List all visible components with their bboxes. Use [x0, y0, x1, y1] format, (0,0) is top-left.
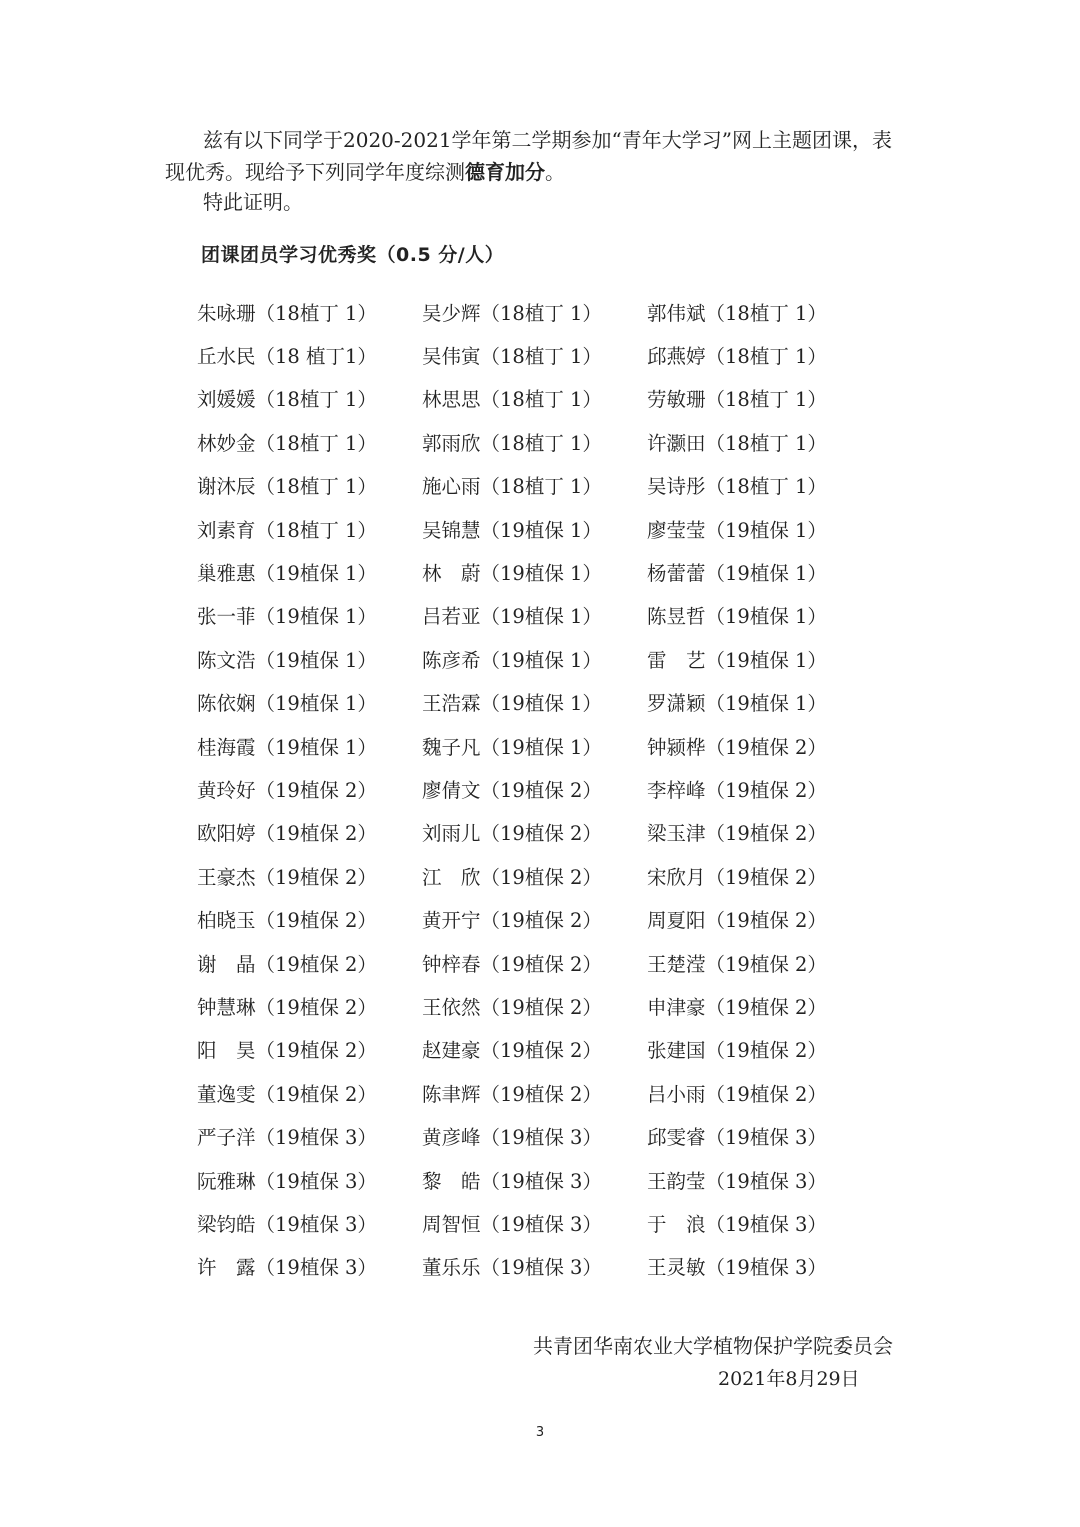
name-entry: 吕小雨（19植保 2） — [647, 1082, 827, 1106]
name-row — [197, 420, 897, 463]
name-entry: 王灵敏（19植保 3） — [647, 1256, 827, 1280]
name-row — [197, 854, 897, 897]
name-row — [197, 550, 897, 593]
name-entry: 宋欣月（19植保 2） — [647, 865, 827, 889]
name-entry: 郭伟斌（18植丁 1） — [647, 301, 827, 325]
name-entry: 王浩霖（19植保 1） — [422, 692, 602, 716]
name-entry: 董逸雯（19植保 2） — [197, 1082, 377, 1106]
name-entry: 谢沐辰（18植丁 1） — [197, 475, 377, 499]
name-entry: 王韵莹（19植保 3） — [647, 1169, 827, 1193]
name-entry: 邱燕婷（18植丁 1） — [647, 345, 827, 369]
name-entry: 柏晓玉（19植保 2） — [197, 909, 377, 933]
name-entry: 廖倩文（19植保 2） — [422, 778, 602, 802]
name-entry: 梁钧皓（19植保 3） — [197, 1212, 377, 1236]
name-row — [197, 594, 897, 637]
name-row — [197, 724, 897, 767]
name-row — [197, 941, 897, 984]
name-entry: 雷 艺（19植保 1） — [647, 648, 827, 672]
name-list-grid — [197, 290, 897, 1288]
signature-organization: 共青团华南农业大学植物保护学院委员会 — [533, 1334, 893, 1358]
intro-line-2-prefix: 现优秀。现给予下列同学年度综测 — [165, 160, 465, 184]
name-row — [197, 984, 897, 1027]
name-entry: 陈依娴（19植保 1） — [197, 692, 377, 716]
name-entry: 谢 晶（19植保 2） — [197, 952, 377, 976]
name-entry: 周夏阳（19植保 2） — [647, 909, 827, 933]
name-row — [197, 1028, 897, 1071]
intro-line-2 — [165, 156, 905, 188]
name-entry: 劳敏珊（18植丁 1） — [647, 388, 827, 412]
name-entry: 申津豪（19植保 2） — [647, 995, 827, 1019]
name-entry: 丘水民（18 植丁1） — [197, 345, 377, 369]
name-row — [197, 507, 897, 550]
intro-line-1: 兹有以下同学于2020-2021学年第二学期参加“青年大学习”网上主题团课，表 — [203, 128, 893, 152]
name-entry: 刘媛媛（18植丁 1） — [197, 388, 377, 412]
name-entry: 梁玉津（19植保 2） — [647, 822, 827, 846]
name-entry: 钟慧琳（19植保 2） — [197, 995, 377, 1019]
name-entry: 赵建豪（19植保 2） — [422, 1039, 602, 1063]
name-entry: 王楚滢（19植保 2） — [647, 952, 827, 976]
name-entry: 林妙金（18植丁 1） — [197, 431, 377, 455]
page-number: 3 — [535, 1425, 545, 1440]
name-entry: 林思思（18植丁 1） — [422, 388, 602, 412]
name-entry: 董乐乐（19植保 3） — [422, 1256, 602, 1280]
name-entry: 张一菲（19植保 1） — [197, 605, 377, 629]
award-title: 团课团员学习优秀奖（0.5 分/人） — [201, 244, 505, 266]
name-entry: 阳 昊（19植保 2） — [197, 1039, 377, 1063]
name-row — [197, 1071, 897, 1114]
name-entry: 刘雨儿（19植保 2） — [422, 822, 602, 846]
name-entry: 欧阳婷（19植保 2） — [197, 822, 377, 846]
intro-paragraph — [165, 124, 905, 188]
name-entry: 魏子凡（19植保 1） — [422, 735, 602, 759]
intro-line-2-suffix: 。 — [545, 160, 565, 184]
name-entry: 刘素育（18植丁 1） — [197, 518, 377, 542]
name-entry: 张建国（19植保 2） — [647, 1039, 827, 1063]
name-row — [197, 290, 897, 333]
intro-bold-emphasis: 德育加分 — [465, 160, 545, 184]
name-entry: 许灏田（18植丁 1） — [647, 431, 827, 455]
name-entry: 陈彦希（19植保 1） — [422, 648, 602, 672]
name-entry: 吴伟寅（18植丁 1） — [422, 345, 602, 369]
name-entry: 朱咏珊（18植丁 1） — [197, 301, 377, 325]
certify-text: 特此证明。 — [203, 190, 303, 214]
name-row — [197, 811, 897, 854]
name-row — [197, 637, 897, 680]
name-row — [197, 1158, 897, 1201]
name-entry: 王豪杰（19植保 2） — [197, 865, 377, 889]
name-entry: 廖莹莹（19植保 1） — [647, 518, 827, 542]
name-entry: 于 浪（19植保 3） — [647, 1212, 827, 1236]
name-row — [197, 681, 897, 724]
name-entry: 陈聿辉（19植保 2） — [422, 1082, 602, 1106]
name-entry: 钟颍桦（19植保 2） — [647, 735, 827, 759]
name-entry: 李梓峰（19植保 2） — [647, 778, 827, 802]
name-row — [197, 897, 897, 940]
name-entry: 施心雨（18植丁 1） — [422, 475, 602, 499]
name-entry: 陈文浩（19植保 1） — [197, 648, 377, 672]
name-row — [197, 1201, 897, 1244]
name-entry: 黄彦峰（19植保 3） — [422, 1126, 602, 1150]
name-entry: 吕若亚（19植保 1） — [422, 605, 602, 629]
name-entry: 郭雨欣（18植丁 1） — [422, 431, 602, 455]
name-entry: 阮雅琳（19植保 3） — [197, 1169, 377, 1193]
name-entry: 许 露（19植保 3） — [197, 1256, 377, 1280]
name-entry: 林 蔚（19植保 1） — [422, 562, 602, 586]
name-entry: 巢雅惠（19植保 1） — [197, 562, 377, 586]
name-entry: 吴少辉（18植丁 1） — [422, 301, 602, 325]
name-row — [197, 1114, 897, 1157]
name-entry: 黎 皓（19植保 3） — [422, 1169, 602, 1193]
name-entry: 王依然（19植保 2） — [422, 995, 602, 1019]
name-entry: 罗潇颖（19植保 1） — [647, 692, 827, 716]
name-entry: 吴诗彤（18植丁 1） — [647, 475, 827, 499]
name-row — [197, 377, 897, 420]
name-row — [197, 464, 897, 507]
name-row — [197, 767, 897, 810]
name-entry: 邱雯睿（19植保 3） — [647, 1126, 827, 1150]
name-entry: 陈昱哲（19植保 1） — [647, 605, 827, 629]
name-entry: 桂海霞（19植保 1） — [197, 735, 377, 759]
name-entry: 周智恒（19植保 3） — [422, 1212, 602, 1236]
name-row — [197, 1245, 897, 1288]
name-entry: 严子洋（19植保 3） — [197, 1126, 377, 1150]
name-entry: 黄开宁（19植保 2） — [422, 909, 602, 933]
name-entry: 吴锦慧（19植保 1） — [422, 518, 602, 542]
name-row — [197, 333, 897, 376]
signature-date: 2021年8月29日 — [718, 1368, 860, 1390]
name-entry: 钟梓春（19植保 2） — [422, 952, 602, 976]
name-entry: 黄玲好（19植保 2） — [197, 778, 377, 802]
name-entry: 杨蕾蕾（19植保 1） — [647, 562, 827, 586]
name-entry: 江 欣（19植保 2） — [422, 865, 602, 889]
